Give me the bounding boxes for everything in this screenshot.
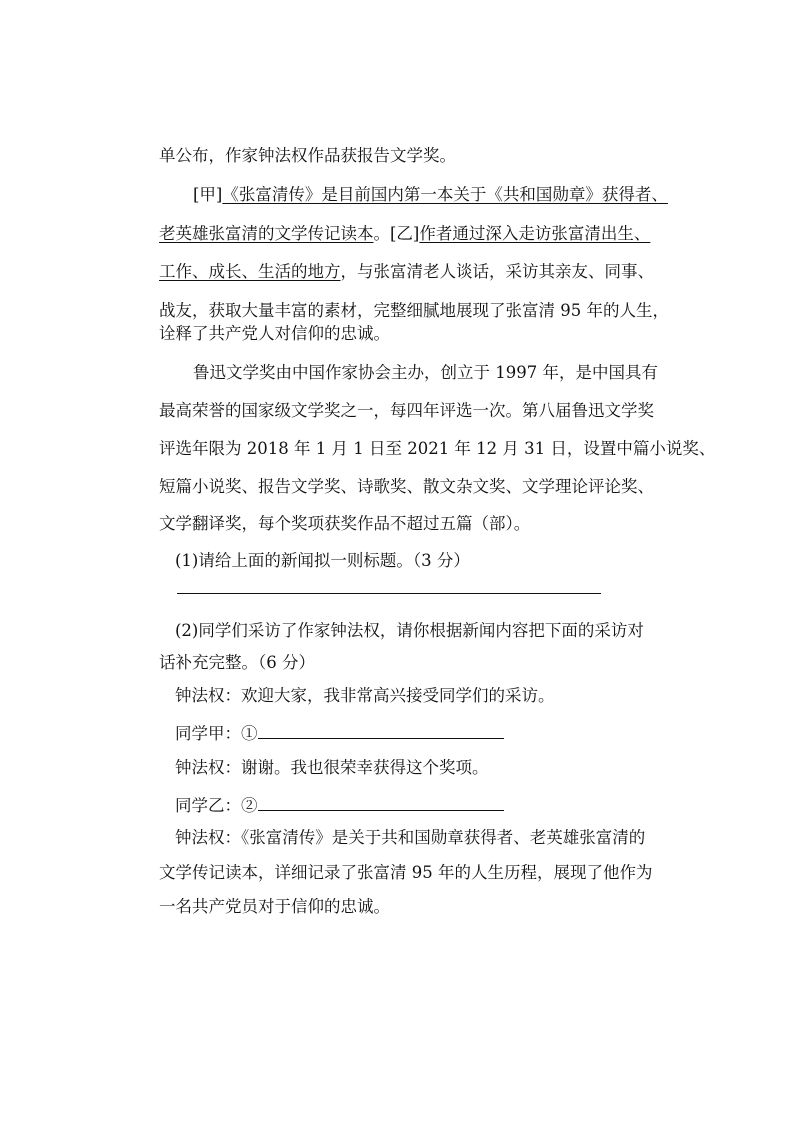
p2-line4: 战友，获取大量丰富的素材，完整细腻地展现了张富清 95 年的人生， xyxy=(159,301,669,320)
p2-line3 xyxy=(159,261,654,283)
yi-underlined-sentence: 作者通过深入走访张富清出生、 xyxy=(419,224,651,243)
p1-line1: 单公布，作家钟法权作品获报告文学奖。 xyxy=(159,146,456,165)
jia-marker: [甲] xyxy=(193,185,223,204)
p3-line3: 评选年限为 2018 年 1 月 1 日至 2021 年 12 月 31 日，设置中篇小说奖、 xyxy=(159,439,716,458)
dialog-line-1: 钟法权：欢迎大家，我非常高兴接受同学们的采访。 xyxy=(175,686,555,705)
student-yi-label: 同学乙：② xyxy=(175,796,258,815)
jia-underlined-sentence-cont: 老英雄张富清的文学传记读本 xyxy=(159,224,374,243)
question-2-line2: 话补充完整。（6 分） xyxy=(159,653,315,672)
answer-blank-1[interactable] xyxy=(258,720,504,739)
p2-line1 xyxy=(193,184,668,206)
yi-marker: 。[乙] xyxy=(373,224,420,243)
p3-line2: 最高荣誉的国家级文学奖之一，每四年评选一次。第八届鲁迅文学奖 xyxy=(159,401,654,420)
dialog-line-4 xyxy=(175,792,504,817)
yi-underlined-sentence-cont: 工作、成长、生活的地方 xyxy=(159,262,341,281)
p2-line2 xyxy=(159,223,650,245)
jia-underlined-sentence: 《张富清传》是目前国内第一本关于《共和国勋章》获得者、 xyxy=(222,185,668,204)
p3-line5: 文学翻译奖，每个奖项获奖作品不超过五篇（部）。 xyxy=(159,514,531,533)
dialog-line-2 xyxy=(175,720,504,745)
p3-line1: 鲁迅文学奖由中国作家协会主办，创立于 1997 年，是中国具有 xyxy=(193,363,658,382)
p2-line3-rest: ，与张富清老人谈话，采访其亲友、同事、 xyxy=(340,262,654,281)
dialog-line-3: 钟法权：谢谢。我也很荣幸获得这个奖项。 xyxy=(175,758,489,777)
student-jia-label: 同学甲：① xyxy=(175,724,258,743)
answer-line-1[interactable] xyxy=(177,593,601,594)
dialog-line-6: 文学传记读本，详细记录了张富清 95 年的人生历程，展现了他作为 xyxy=(159,863,653,882)
p3-line4: 短篇小说奖、报告文学奖、诗歌奖、散文杂文奖、文学理论评论奖、 xyxy=(159,477,654,496)
question-2-line1: (2)同学们采访了作家钟法权，请你根据新闻内容把下面的采访对 xyxy=(175,621,644,640)
dialog-line-7: 一名共产党员对于信仰的忠诚。 xyxy=(159,897,390,916)
answer-blank-2[interactable] xyxy=(258,792,504,811)
p2-line5: 诠释了共产党人对信仰的忠诚。 xyxy=(159,324,390,343)
dialog-line-5: 钟法权：《张富清传》是关于共和国勋章获得者、老英雄张富清的 xyxy=(175,828,646,847)
question-1: (1)请给上面的新闻拟一则标题。（3 分） xyxy=(175,551,470,570)
